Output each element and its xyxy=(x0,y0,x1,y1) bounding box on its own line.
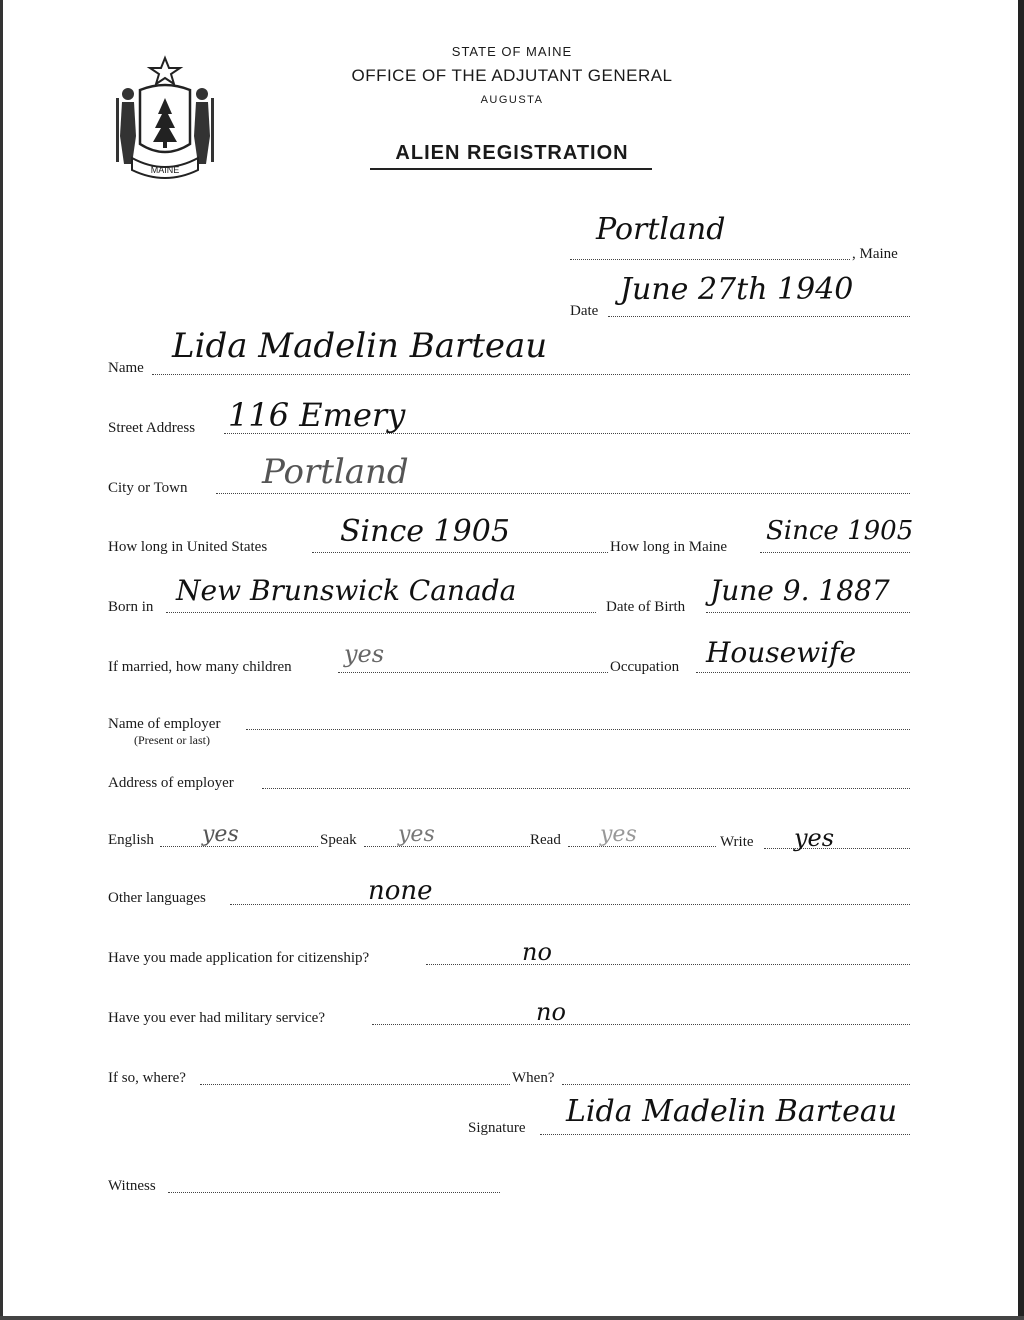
write-line xyxy=(764,848,910,849)
name-value: Lida Madelin Barteau xyxy=(172,326,548,366)
street-label: Street Address xyxy=(108,420,196,436)
state-heading: STATE OF MAINE xyxy=(451,44,573,59)
write-value: yes xyxy=(794,824,835,852)
children-value: yes xyxy=(344,640,385,668)
employer-line xyxy=(246,729,910,730)
military-value: no xyxy=(536,998,566,1026)
occupation-label: Occupation xyxy=(610,659,680,675)
born-label: Born in xyxy=(108,599,154,615)
signature-line xyxy=(540,1134,910,1135)
military-label: Have you ever had military service? xyxy=(108,1010,325,1026)
when-label: When? xyxy=(512,1070,555,1086)
maine-long-value: Since 1905 xyxy=(766,516,914,546)
occupation-value: Housewife xyxy=(706,636,857,669)
employer-address-line xyxy=(262,788,910,789)
page-edge-bottom xyxy=(0,1316,1024,1320)
town-line xyxy=(570,259,850,260)
town-value: Portland xyxy=(596,212,726,247)
title-underline xyxy=(370,168,652,170)
maine-long-line xyxy=(760,552,910,553)
dob-line xyxy=(706,612,910,613)
other-languages-label: Other languages xyxy=(108,890,206,906)
where-line xyxy=(200,1084,510,1085)
citizenship-label: Have you made application for citizenship? xyxy=(108,950,370,966)
other-languages-line xyxy=(230,904,910,905)
speak-line xyxy=(364,846,530,847)
speak-label: Speak xyxy=(320,832,357,848)
where-label: If so, where? xyxy=(108,1070,186,1086)
occupation-line xyxy=(696,672,910,673)
name-line xyxy=(152,374,910,375)
military-line xyxy=(372,1024,910,1025)
city-heading: AUGUSTA xyxy=(480,94,544,106)
english-line xyxy=(160,846,318,847)
name-label: Name xyxy=(108,360,144,376)
witness-line xyxy=(168,1192,500,1193)
children-line xyxy=(338,672,608,673)
signature-label: Signature xyxy=(468,1120,526,1136)
city-label: City or Town xyxy=(108,480,188,496)
us-label: How long in United States xyxy=(108,539,268,555)
street-value: 116 Emery xyxy=(228,396,406,434)
city-line xyxy=(216,493,910,494)
employer-label: Name of employer xyxy=(108,716,221,732)
employer-address-label: Address of employer xyxy=(108,775,234,791)
seal-label: MAINE xyxy=(150,165,180,175)
signature-value: Lida Madelin Barteau xyxy=(566,1094,898,1129)
form-title: ALIEN REGISTRATION xyxy=(395,142,629,164)
citizenship-value: no xyxy=(522,938,552,966)
born-line xyxy=(166,612,596,613)
speak-value: yes xyxy=(398,822,435,847)
citizenship-line xyxy=(426,964,910,965)
english-label: English xyxy=(108,832,154,848)
dob-value: June 9. 1887 xyxy=(710,574,890,607)
page-edge-right xyxy=(1018,0,1024,1320)
other-languages-value: none xyxy=(368,876,433,906)
employer-sublabel: (Present or last) xyxy=(134,733,210,747)
when-line xyxy=(562,1084,910,1085)
children-label: If married, how many children xyxy=(108,659,292,675)
date-line xyxy=(608,316,910,317)
maine-label: , Maine xyxy=(852,246,898,262)
us-value: Since 1905 xyxy=(340,514,510,549)
city-value: Portland xyxy=(262,452,409,492)
read-line xyxy=(568,846,716,847)
page-edge-left xyxy=(0,0,3,1320)
read-value: yes xyxy=(600,822,637,847)
date-value: June 27th 1940 xyxy=(620,272,854,307)
office-heading: OFFICE OF THE ADJUTANT GENERAL xyxy=(351,66,673,85)
witness-label: Witness xyxy=(108,1178,156,1194)
date-label: Date xyxy=(570,303,599,319)
dob-label: Date of Birth xyxy=(606,599,686,615)
english-value: yes xyxy=(202,822,239,847)
born-value: New Brunswick Canada xyxy=(176,574,517,607)
write-label: Write xyxy=(720,834,754,850)
maine-long-label: How long in Maine xyxy=(610,539,728,555)
read-label: Read xyxy=(530,832,561,848)
us-line xyxy=(312,552,608,553)
